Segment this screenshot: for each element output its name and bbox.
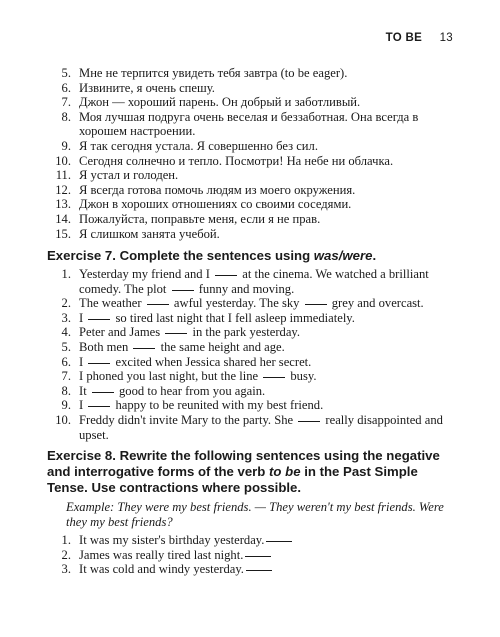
item-number: 13. <box>55 197 71 212</box>
sentence-fragment: I phoned you last night, but the line <box>79 369 262 384</box>
answer-blank[interactable] <box>133 347 155 349</box>
list-item <box>47 168 457 183</box>
exercise-item <box>47 369 459 384</box>
exercise-item <box>47 398 459 413</box>
sentence-fragment: Peter and James <box>79 325 164 340</box>
item-number: 6. <box>61 354 71 369</box>
sentence-text: It was my sister's birthday yesterday. <box>79 533 265 547</box>
exercise-8-title-emphasis: to be <box>269 464 301 480</box>
exercise-item <box>47 413 459 442</box>
item-number: 11. <box>55 168 71 183</box>
sentence-fragment: the same height and age. <box>157 339 285 354</box>
answer-blank[interactable] <box>88 318 110 320</box>
item-text: Я всегда готова помочь людям из моего окружения. <box>79 182 356 197</box>
exercise-8-example: Example: They were my best friends. — They weren't my best friends. Were they my best friends? <box>66 500 444 529</box>
item-number: 15. <box>55 226 71 241</box>
item-text: Пожалуйста, поправьте меня, если я не прав. <box>79 211 321 226</box>
item-number: 7. <box>61 369 71 384</box>
item-number: 1. <box>61 533 71 547</box>
exercise-item <box>47 533 459 548</box>
exercise-7-title: Exercise 7. Complete the sentences using <box>47 248 314 263</box>
list-item <box>47 154 457 169</box>
item-number: 14. <box>55 211 71 226</box>
sentence-fragment: so tired last night that I fell asleep immediately. <box>112 310 355 325</box>
item-number: 2. <box>61 296 71 311</box>
exercise-item <box>47 384 459 399</box>
sentence-fragment: Both men <box>79 339 132 354</box>
exercise-7-list <box>47 267 459 442</box>
russian-sentence-list <box>47 66 457 241</box>
list-item <box>47 95 457 110</box>
item-number: 4. <box>61 325 71 340</box>
sentence-fragment: at the cinema. We watched a brilliant comedy. The plot <box>79 267 429 296</box>
item-number: 5. <box>61 339 71 354</box>
answer-blank[interactable] <box>246 569 272 571</box>
answer-blank[interactable] <box>263 376 285 378</box>
sentence-fragment: grey and overcast. <box>328 296 424 311</box>
list-item <box>47 183 457 198</box>
exercise-7-heading <box>47 248 460 264</box>
list-item <box>47 81 457 96</box>
exercise-8-heading <box>47 448 460 497</box>
answer-blank[interactable] <box>298 420 320 422</box>
exercise-item <box>47 548 459 563</box>
exercise-item <box>47 267 459 296</box>
exercise-item <box>47 325 459 340</box>
exercise-7-title-emphasis: was/were <box>313 248 373 263</box>
item-number: 5. <box>61 66 71 80</box>
sentence-fragment: Yesterday my friend and I <box>79 267 214 281</box>
item-number: 9. <box>61 398 71 413</box>
item-number: 6. <box>61 80 71 95</box>
item-number: 3. <box>61 310 71 325</box>
sentence-text: It was cold and windy yesterday. <box>79 562 244 577</box>
answer-blank[interactable] <box>92 391 114 393</box>
section-title: TO BE <box>385 32 423 44</box>
exercise-item <box>47 355 459 370</box>
answer-blank[interactable] <box>147 303 169 305</box>
item-number: 10. <box>55 153 71 168</box>
item-text: Мне не терпится увидеть тебя завтра (to be eager). <box>79 66 348 80</box>
item-number: 1. <box>61 267 71 281</box>
sentence-fragment: busy. <box>287 369 317 384</box>
item-number: 8. <box>61 109 71 124</box>
exercise-item <box>47 311 459 326</box>
item-text: Джон в хороших отношениях со своими соседями. <box>79 197 352 212</box>
sentence-fragment: It <box>79 383 90 398</box>
exercise-item <box>47 296 459 311</box>
item-text: Я слишком занята учебой. <box>79 226 220 241</box>
sentence-fragment: excited when Jessica shared her secret. <box>112 354 312 369</box>
exercise-8-list <box>47 533 459 577</box>
sentence-fragment: I <box>79 354 87 369</box>
item-number: 3. <box>61 562 71 577</box>
exercise-item <box>47 340 459 355</box>
sentence-fragment: funny and moving. <box>195 281 295 296</box>
sentence-fragment: good to hear from you again. <box>115 383 266 398</box>
running-header <box>386 32 453 44</box>
sentence-fragment: I <box>79 398 87 413</box>
item-number: 9. <box>61 138 71 153</box>
item-number: 2. <box>61 547 71 562</box>
list-item <box>47 110 457 139</box>
answer-blank[interactable] <box>165 332 187 334</box>
sentence-fragment: happy to be reunited with my best friend. <box>112 398 324 413</box>
answer-blank[interactable] <box>245 555 271 557</box>
sentence-fragment: awful yesterday. The sky <box>170 296 303 311</box>
answer-blank[interactable] <box>215 274 237 276</box>
list-item <box>47 212 457 227</box>
list-item <box>47 197 457 212</box>
sentence-fragment: in the park yesterday. <box>189 325 301 340</box>
item-text: Джон — хороший парень. Он добрый и заботливый. <box>79 95 361 110</box>
exercise-8-title-a: Exercise 8. Rewrite the following sentences using the negative and interrogative forms of the verb <box>47 448 440 480</box>
sentence-fragment: really disappointed and upset. <box>79 412 443 442</box>
answer-blank[interactable] <box>88 405 110 407</box>
item-text: Я устал и голоден. <box>79 168 179 183</box>
list-item <box>47 66 457 81</box>
exercise-8-title-b: in the Past Simple Tense. Use contractions where possible. <box>47 464 418 496</box>
sentence-text: James was really tired last night. <box>79 547 244 562</box>
exercise-7-title-end: . <box>372 248 377 263</box>
list-item <box>47 227 457 242</box>
item-text: Извините, я очень спешу. <box>79 80 215 95</box>
sentence-fragment: I <box>79 310 87 325</box>
item-number: 7. <box>61 95 71 110</box>
answer-blank[interactable] <box>266 540 292 542</box>
list-item <box>47 139 457 154</box>
answer-blank[interactable] <box>88 362 110 364</box>
item-text: Я так сегодня устала. Я совершенно без сил. <box>79 138 318 153</box>
answer-blank[interactable] <box>305 303 327 305</box>
item-number: 10. <box>55 412 71 427</box>
sentence-fragment: The weather <box>79 296 145 311</box>
item-text: Сегодня солнечно и тепло. Посмотри! На небе ни облачка. <box>79 153 394 168</box>
sentence-fragment: Freddy didn't invite Mary to the party. She <box>79 412 297 427</box>
exercise-item <box>47 562 459 577</box>
item-number: 12. <box>55 182 71 197</box>
item-number: 8. <box>61 383 71 398</box>
item-text: Моя лучшая подруга очень веселая и беззаботная. Она всегда в хорошем настроении. <box>79 109 419 139</box>
answer-blank[interactable] <box>172 289 194 291</box>
page-number: 13 <box>439 32 453 44</box>
